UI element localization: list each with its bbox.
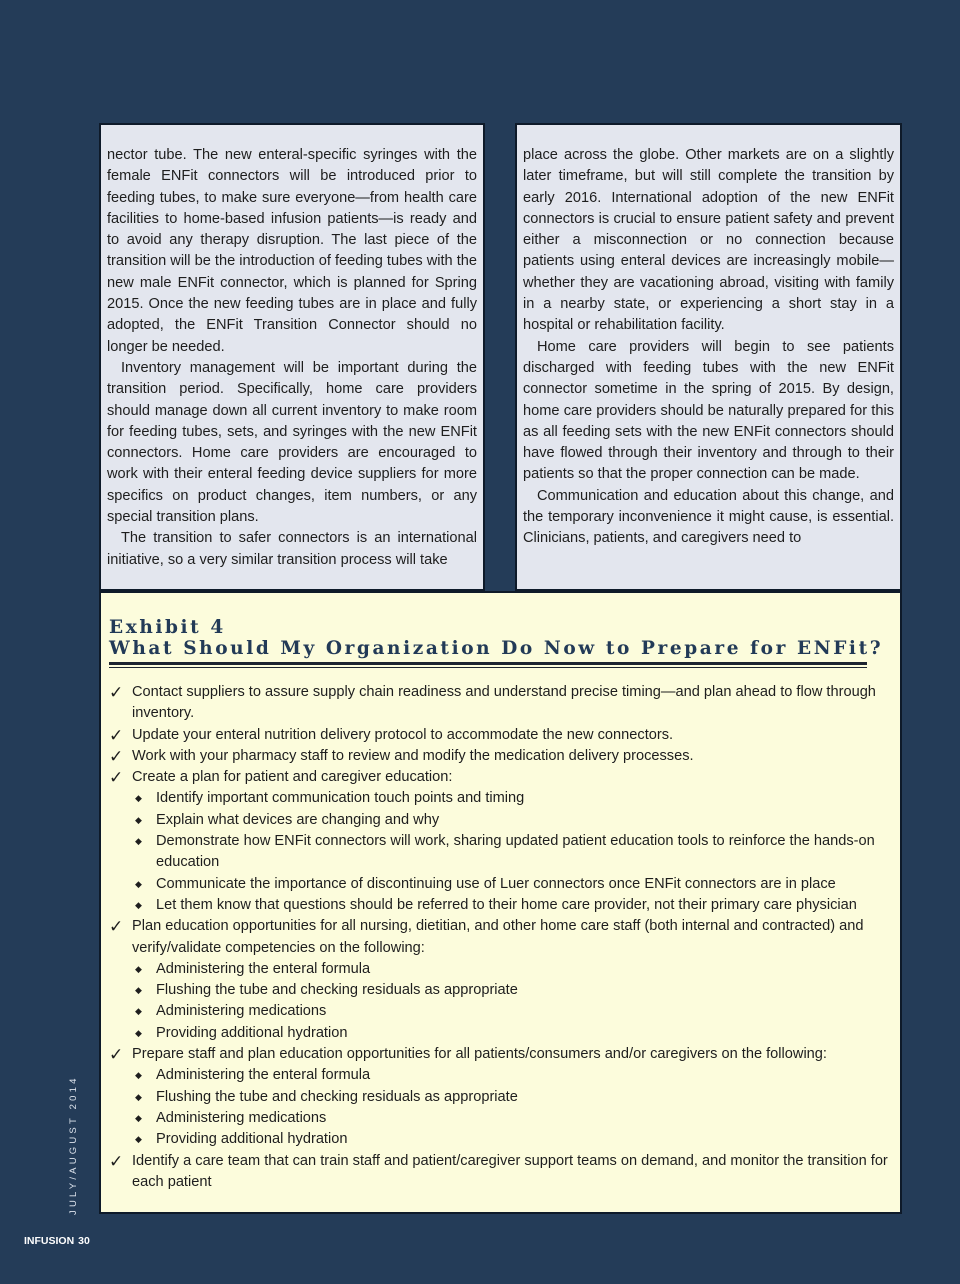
diamond-bullet-icon: ◆: [135, 1091, 142, 1102]
sub-list-item-text: Administering medications: [156, 1003, 327, 1020]
diamond-bullet-icon: ◆: [135, 963, 142, 974]
sub-list: [132, 1065, 893, 1150]
diamond-bullet-icon: ◆: [135, 814, 142, 825]
checklist-item-text: Work with your pharmacy staff to review and modify the medication delivery processes.: [132, 747, 694, 764]
sub-list-item-text: Let them know that questions should be referred to their home care provider, not their primary care physician: [156, 896, 857, 913]
checklist-item-text: Plan education opportunities for all nursing, dietitian, and other home care staff (both internal and contracted) and verify/validate competencies on the following:: [132, 918, 864, 956]
sub-list-item-text: Flushing the tube and checking residuals as appropriate: [156, 982, 518, 999]
exhibit-title: What Should My Organization Do Now to Prepare for ENFit?: [109, 638, 884, 659]
sub-list: [132, 959, 893, 1044]
right-paragraph-3: Communication and education about this change, and the temporary inconvenience it might cause, is essential. Clinicians, patients, and caregivers need to: [523, 487, 894, 547]
checklist-item: [109, 767, 893, 916]
exhibit-checklist: [109, 682, 893, 1193]
diamond-bullet-icon: ◆: [135, 1027, 142, 1038]
checklist-item-text: Create a plan for patient and caregiver education:: [132, 769, 453, 786]
sub-list-item: [132, 831, 893, 874]
title-rule-thick: [109, 662, 867, 665]
sub-list-item-text: Identify important communication touch points and timing: [156, 790, 525, 807]
sub-list-item-text: Administering the enteral formula: [156, 1067, 371, 1084]
checklist-item: [109, 746, 893, 767]
sub-list-item: [132, 788, 893, 809]
checklist-item: [109, 682, 893, 725]
exhibit-box: [99, 591, 902, 1214]
checkmark-icon: ✓: [109, 725, 124, 745]
checklist-item-text: Prepare staff and plan education opportunities for all patients/consumers and/or caregivers on the following:: [132, 1046, 827, 1063]
sub-list-item-text: Demonstrate how ENFit connectors will work, sharing updated patient education tools to reinforce the hands-on education: [156, 833, 875, 871]
diamond-bullet-icon: ◆: [135, 1006, 142, 1017]
checklist-item-text: Identify a care team that can train staff and patient/caregiver support teams on demand, and monitor the transition for each patient: [132, 1152, 888, 1190]
right-paragraph-2: Home care providers will begin to see patients discharged with feeding tubes with the new ENFit connector sometime in the spring of 2015. By design, home care providers should be naturally prepared for this as all feeding sets with the new ENFit connectors should have flowed through their inventory and through to their patients so that the proper connection can be made.: [523, 338, 894, 483]
sub-list-item-text: Explain what devices are changing and why: [156, 811, 440, 828]
checkmark-icon: ✓: [109, 746, 124, 766]
page-number: 30: [78, 1235, 90, 1247]
sub-list: [132, 788, 893, 916]
sub-list-item-text: Administering the enteral formula: [156, 960, 371, 977]
diamond-bullet-icon: ◆: [135, 878, 142, 889]
checklist-item-text: Contact suppliers to assure supply chain readiness and understand precise timing—and plan ahead to flow through inventory.: [132, 684, 876, 722]
checklist-item: [109, 1151, 893, 1194]
sub-list-item-text: Providing additional hydration: [156, 1131, 348, 1148]
diamond-bullet-icon: ◆: [135, 985, 142, 996]
sub-list-item: [132, 1087, 893, 1108]
issue-date: JULY/AUGUST 2014: [68, 1075, 79, 1215]
right-paragraph-1: place across the globe. Other markets are on a slightly later timeframe, but will still complete the transition by early 2016. International adoption of the new ENFit connectors is crucial to ensure patient safety and prevent either a misconnection or no connection because patients using enteral devices are increasingly mobile—whether they are vacationing abroad, visiting with family in a nearby state, or experiencing a short stay in a hospital or rehabilitation facility.: [523, 147, 894, 334]
magazine-logo: INFUSION: [24, 1235, 75, 1247]
sub-list-item: [132, 1065, 893, 1086]
sub-list-item: [132, 1129, 893, 1150]
checklist-item-text: Update your enteral nutrition delivery protocol to accommodate the new connectors.: [132, 726, 674, 743]
diamond-bullet-icon: ◆: [135, 1070, 142, 1081]
checkmark-icon: ✓: [109, 917, 124, 937]
checkmark-icon: ✓: [109, 1045, 124, 1065]
left-paragraph-1: nector tube. The new enteral-specific syringes with the female ENFit connectors will be introduced prior to feeding tubes, to make sure everyone—from health care facilities to home-based infusion patients—is ready and to avoid any therapy disruption. The last piece of the transition will be the introduction of feeding tubes with the new male ENFit connector, which is planned for Spring 2015. Once the new feeding tubes are in place and fully adopted, the ENFit Transition Connector should no longer be needed.: [107, 147, 477, 355]
sub-list-item: [132, 874, 893, 895]
checkmark-icon: ✓: [109, 683, 124, 702]
right-text-column: [515, 123, 902, 591]
sub-list-item: [132, 980, 893, 1001]
diamond-bullet-icon: ◆: [135, 899, 142, 910]
left-text-column: [99, 123, 485, 591]
checklist-item: [109, 1044, 893, 1150]
sub-list-item: [132, 895, 893, 916]
sub-list-item: [132, 959, 893, 980]
checklist-item: [109, 916, 893, 1044]
sub-list-item: [132, 1108, 893, 1129]
sub-list-item-text: Flushing the tube and checking residuals as appropriate: [156, 1088, 518, 1105]
sub-list-item-text: Communicate the importance of discontinuing use of Luer connectors once ENFit connectors are in place: [156, 875, 836, 892]
sub-list-item: [132, 810, 893, 831]
diamond-bullet-icon: ◆: [135, 1134, 142, 1145]
diamond-bullet-icon: ◆: [135, 836, 142, 847]
checklist-item: [109, 725, 893, 746]
checkmark-icon: ✓: [109, 768, 124, 788]
checkmark-icon: ✓: [109, 1151, 124, 1171]
sub-list-item: [132, 1001, 893, 1022]
diamond-bullet-icon: ◆: [135, 793, 142, 804]
diamond-bullet-icon: ◆: [135, 1112, 142, 1123]
page-footer: [24, 1235, 90, 1247]
title-rule-thin: [109, 667, 867, 668]
sub-list-item-text: Providing additional hydration: [156, 1024, 348, 1041]
left-paragraph-3: The transition to safer connectors is an international initiative, so a very similar transition process will take: [107, 530, 477, 568]
sub-list-item: [132, 1023, 893, 1044]
left-paragraph-2: Inventory management will be important during the transition period. Specifically, home care providers should manage down all current inventory to make room for feeding tubes, sets, and syringes with the new ENFit connectors. Home care providers are encouraged to work with their enteral feeding device suppliers for more specifics on product changes, item numbers, or any special transition plans.: [107, 359, 477, 526]
sub-list-item-text: Administering medications: [156, 1109, 327, 1126]
exhibit-label: Exhibit 4: [109, 617, 226, 638]
